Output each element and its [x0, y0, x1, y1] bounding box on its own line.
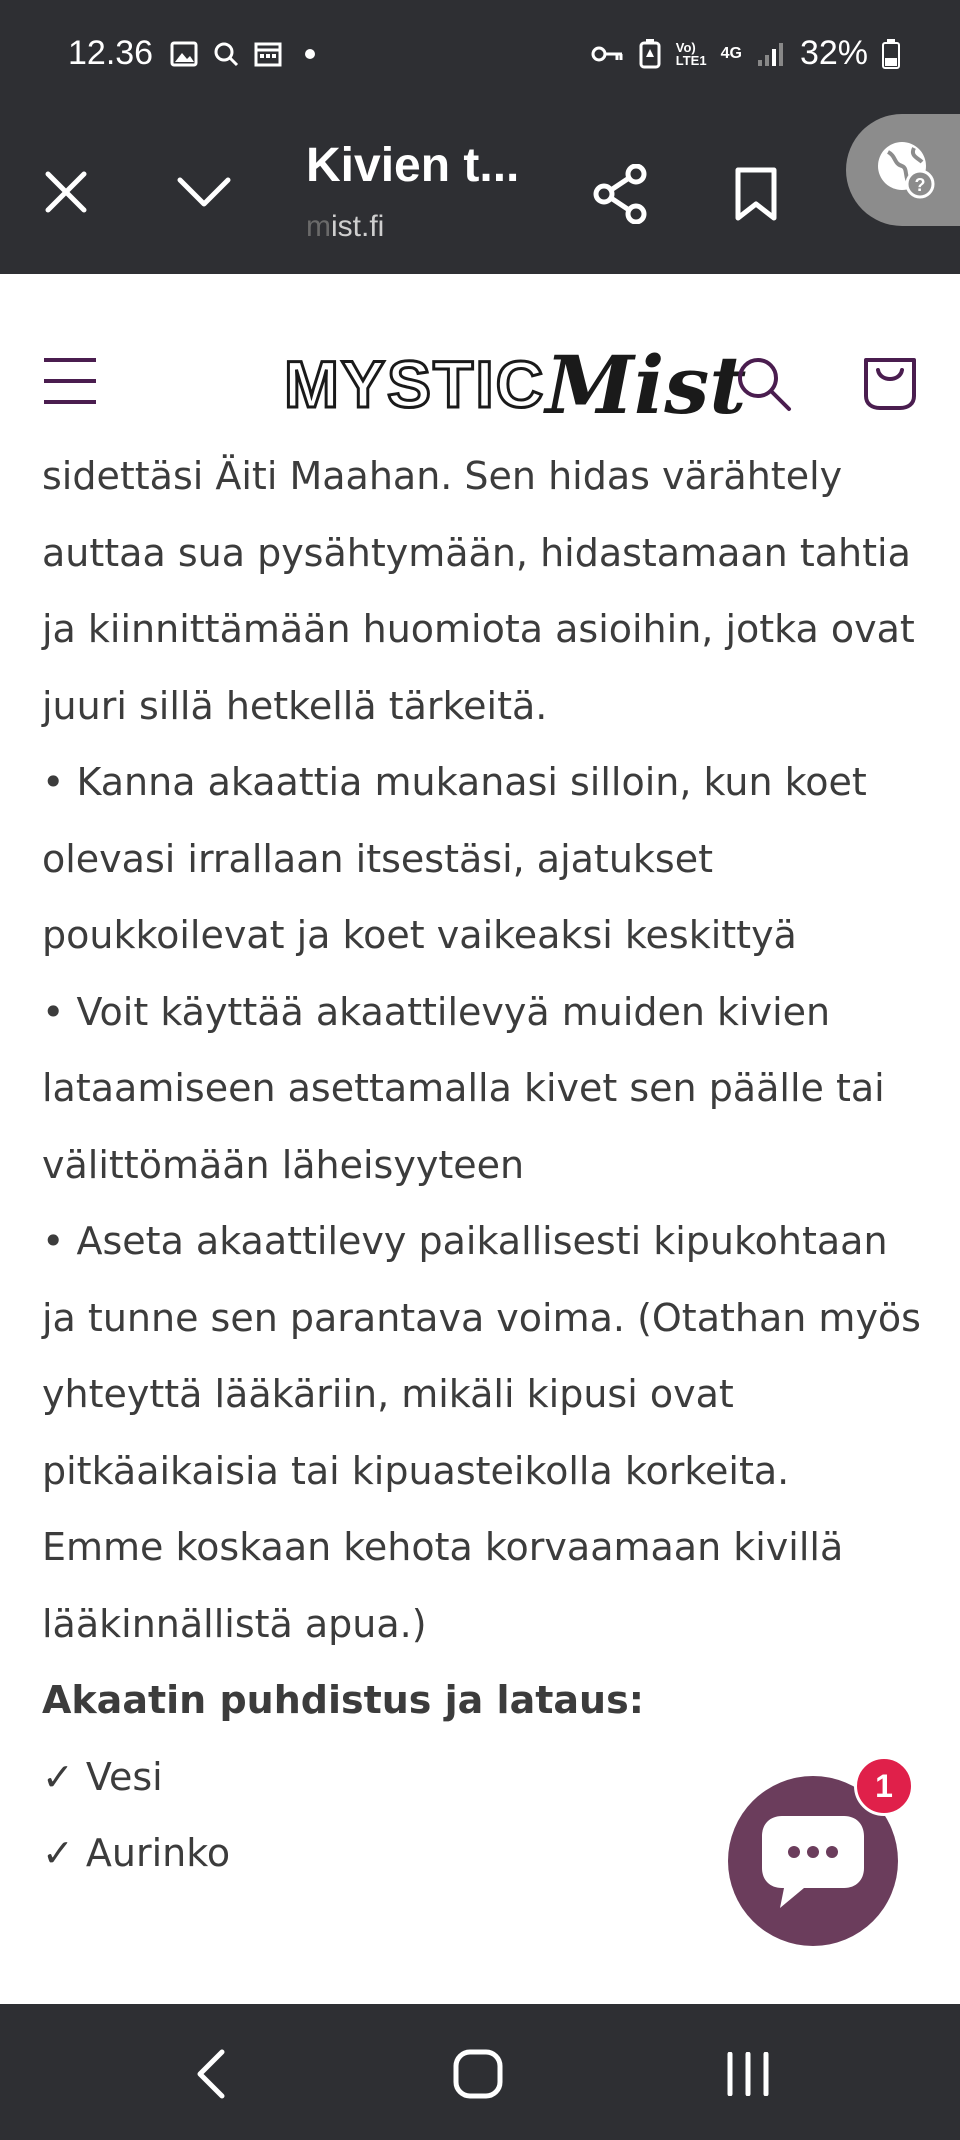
- chat-bubble-icon: [758, 1810, 868, 1914]
- page-domain[interactable]: [306, 210, 384, 244]
- recent-apps-icon[interactable]: [724, 2052, 772, 2096]
- lte-label: LTE1: [675, 52, 707, 68]
- logo-word-mystic: MYSTIC: [284, 347, 546, 421]
- signal-icon: [756, 40, 786, 68]
- status-left-icons: [170, 40, 324, 68]
- battery-percent: 32%: [799, 34, 868, 72]
- system-navigation-bar: [0, 2004, 960, 2140]
- gallery-icon: [170, 40, 198, 68]
- check-item: ✓ Vesi: [42, 1754, 163, 1799]
- svg-text:?: ?: [914, 175, 926, 195]
- search-notification-icon: [212, 40, 240, 68]
- calendar-icon: [254, 40, 282, 68]
- home-icon[interactable]: [452, 2048, 504, 2100]
- chevron-down-icon[interactable]: [176, 176, 232, 210]
- hamburger-menu-icon[interactable]: [42, 356, 98, 406]
- check-item: ✓ Aurinko: [42, 1831, 231, 1875]
- bookmark-icon[interactable]: [732, 166, 780, 222]
- volte-indicator: [676, 41, 707, 67]
- product-description: [42, 438, 922, 1892]
- globe-icon: [874, 138, 936, 200]
- search-icon[interactable]: [736, 356, 792, 412]
- dot-icon: [296, 40, 324, 68]
- network-gen-label: 4G: [720, 44, 742, 62]
- back-icon[interactable]: [194, 2048, 228, 2100]
- status-time: 12.36: [68, 34, 154, 72]
- cart-icon[interactable]: [860, 352, 920, 412]
- bullet-item: • Aseta akaattilevy paikallisesti kipukohtaan ja tunne sen parantava voima. (Otathan myös yhteyttä lääkäriin, mikäli kipusi ovat pitkäaikaisia tai kipuasteikolla korkeita. Emme koskaan kehota korvaamaan kivillä lääkinnällistä apua.): [42, 1219, 921, 1646]
- close-icon[interactable]: [44, 170, 88, 214]
- browser-toolbar: [0, 110, 960, 274]
- site-logo[interactable]: [284, 332, 747, 432]
- key-icon: [590, 40, 624, 68]
- domain-faded-part: m: [306, 210, 331, 243]
- translate-button[interactable]: [846, 114, 960, 226]
- bullet-item: • Kanna akaattia mukanasi silloin, kun koet olevasi irrallaan itsestäsi, ajatukset poukkoilevat ja koet vaikeaksi keskittyä: [42, 760, 867, 957]
- page-title[interactable]: Kivien t...: [306, 139, 520, 192]
- battery-saver-icon: [638, 39, 662, 69]
- logo-word-mist: Mist: [545, 338, 747, 432]
- chat-notification-badge: 1: [854, 1756, 914, 1816]
- battery-icon: [882, 39, 900, 69]
- bullet-item: • Voit käyttää akaattilevyä muiden kivien lataamiseen asettamalla kivet sen päälle tai välittömään läheisyyteen: [42, 989, 885, 1187]
- volte-label: Vo): [675, 39, 696, 55]
- domain-text: ist.fi: [331, 210, 385, 243]
- share-icon[interactable]: [592, 164, 648, 224]
- status-right-icons: [590, 34, 900, 73]
- description-paragraph: sidettäsi Äiti Maahan. Sen hidas värähtely auttaa sua pysähtymään, hidastamaan tahtia ja kiinnittämään huomiota asioihin, jotka ovat juuri sillä hetkellä tärkeitä.: [42, 454, 915, 728]
- status-bar: [0, 0, 960, 110]
- section-heading: Akaatin puhdistus ja lataus:: [42, 1678, 644, 1722]
- site-header: [0, 274, 960, 438]
